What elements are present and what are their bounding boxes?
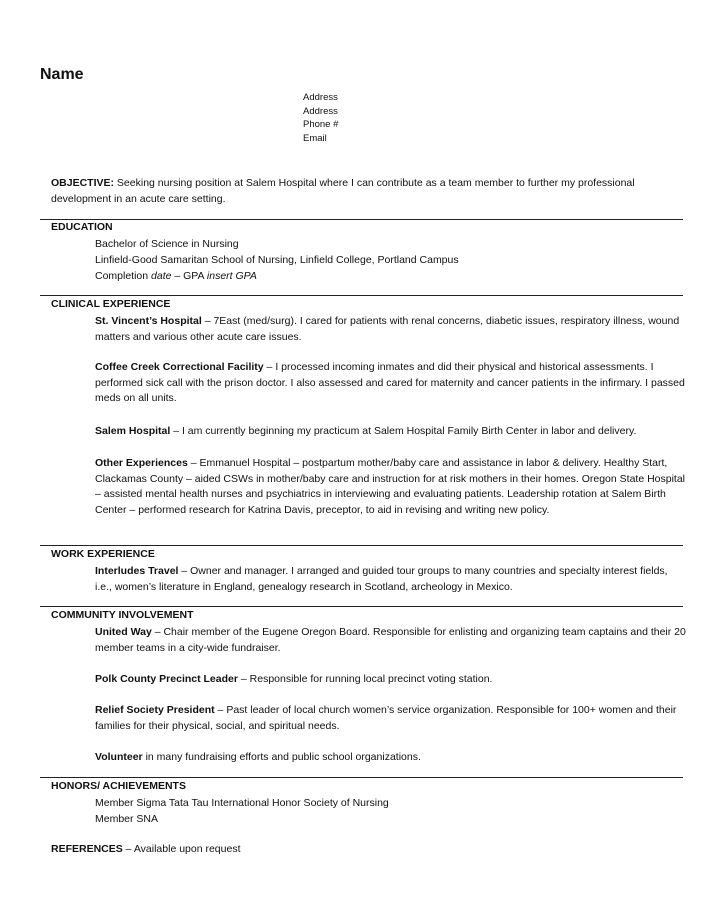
entry-title: United Way bbox=[95, 626, 152, 638]
resume-name: Name bbox=[40, 66, 84, 83]
entry-title: Salem Hospital bbox=[95, 425, 171, 437]
contact-block bbox=[303, 91, 338, 145]
phone: Phone # bbox=[303, 119, 339, 130]
entry-title: Interludes Travel bbox=[95, 565, 179, 577]
degree: Bachelor of Science in Nursing bbox=[95, 238, 239, 250]
entry-text: – Owner and manager. I arranged and guided tour groups to many countries and specialty interest fields, i.e., women’s literature in England, genealogy research in Scotland, archeology in Mexico. bbox=[95, 565, 668, 593]
clinical-heading: CLINICAL EXPERIENCE bbox=[51, 298, 171, 310]
entry-text: – Chair member of the Eugene Oregon Board. Responsible for enlisting and organizing team captains and their 20 member teams in a city-wide fundraiser. bbox=[95, 626, 686, 654]
entry-title: Other Experiences bbox=[95, 457, 188, 469]
entry-text: – I processed incoming inmates and did their physical and historical assessments. I performed sick call with the prison doctor. I also assessed and cared for maternity and cancer patients in the infirmary. I passed meds on all units. bbox=[95, 361, 685, 404]
objective-text: Seeking nursing position at Salem Hospital where I can contribute as a team member to further my professional development in an acute care setting. bbox=[51, 177, 635, 205]
completion-line bbox=[95, 268, 687, 284]
honor-item: Member SNA bbox=[95, 813, 159, 825]
entry-text: – I am currently beginning my practicum at Salem Hospital Family Birth Center in labor and delivery. bbox=[170, 425, 637, 437]
entry-text: – Emmanuel Hospital – postpartum mother/baby care and assistance in labor & delivery. Healthy Start, Clackamas County – aided CSWs in mother/baby care and instruction for at risk mothers in their homes. Oregon State Hospital – assisted mental health nurses and psychiatrics in interviewing and evaluating patients. Leadership rotation at Salem Birth Center – performed research for Katrina Davis, preceptor, to aid in revising and writing new policy. bbox=[95, 457, 686, 516]
entry-text: – Past leader of local church women’s service organization. Responsible for 100+ women and their families for their physical, social, and spiritual needs. bbox=[95, 704, 677, 732]
honors-heading: HONORS/ ACHIEVEMENTS bbox=[51, 780, 186, 792]
completion-prefix: Completion bbox=[95, 270, 152, 282]
references-text: – Available upon request bbox=[122, 843, 241, 855]
objective-label: OBJECTIVE: bbox=[51, 177, 115, 189]
work-entry-interludes bbox=[95, 564, 687, 595]
entry-title: St. Vincent’s Hospital bbox=[95, 315, 202, 327]
email: Email bbox=[303, 132, 327, 144]
school: Linfield-Good Samaritan School of Nursing, Linfield College, Portland Campus bbox=[95, 254, 459, 266]
community-entry-relief-society bbox=[95, 703, 687, 734]
references-label: REFERENCES bbox=[51, 843, 123, 855]
completion-mid: – GPA bbox=[171, 270, 207, 282]
section-divider bbox=[40, 219, 683, 220]
entry-title: Coffee Creek Correctional Facility bbox=[95, 361, 264, 373]
section-divider bbox=[40, 777, 683, 778]
work-heading: WORK EXPERIENCE bbox=[51, 548, 155, 560]
honors-list bbox=[95, 795, 687, 827]
entry-text: – 7East (med/surg). I cared for patients with renal concerns, diabetic issues, respiratory illness, wound matters and various other acute care issues. bbox=[95, 315, 680, 343]
entry-title: Volunteer bbox=[95, 751, 143, 763]
education-details bbox=[95, 236, 687, 284]
address-line-2: Address bbox=[303, 105, 338, 117]
community-entry-united-way bbox=[95, 625, 687, 656]
community-heading: COMMUNITY INVOLVEMENT bbox=[51, 609, 194, 621]
clinical-entry-other bbox=[95, 456, 687, 518]
community-entry-volunteer bbox=[95, 750, 687, 766]
honor-item: Member Sigma Tata Tau International Honor Society of Nursing bbox=[95, 797, 389, 809]
completion-date: date bbox=[151, 270, 172, 282]
clinical-entry-coffee-creek bbox=[95, 360, 687, 407]
clinical-entry-st-vincent bbox=[95, 314, 687, 345]
section-divider bbox=[40, 606, 683, 607]
entry-text: – Responsible for running local precinct voting station. bbox=[237, 673, 493, 685]
objective-section bbox=[51, 176, 681, 207]
entry-title: Relief Society President bbox=[95, 704, 215, 716]
entry-text: in many fundraising efforts and public school organizations. bbox=[142, 751, 421, 763]
clinical-entry-salem bbox=[95, 424, 687, 440]
education-heading: EDUCATION bbox=[51, 221, 113, 233]
section-divider bbox=[40, 545, 683, 546]
references-section bbox=[51, 843, 241, 855]
community-entry-polk-county bbox=[95, 672, 687, 688]
completion-gpa: insert GPA bbox=[206, 270, 257, 282]
entry-title: Polk County Precinct Leader bbox=[95, 673, 238, 685]
section-divider bbox=[40, 295, 683, 296]
address-line-1: Address bbox=[303, 92, 338, 103]
